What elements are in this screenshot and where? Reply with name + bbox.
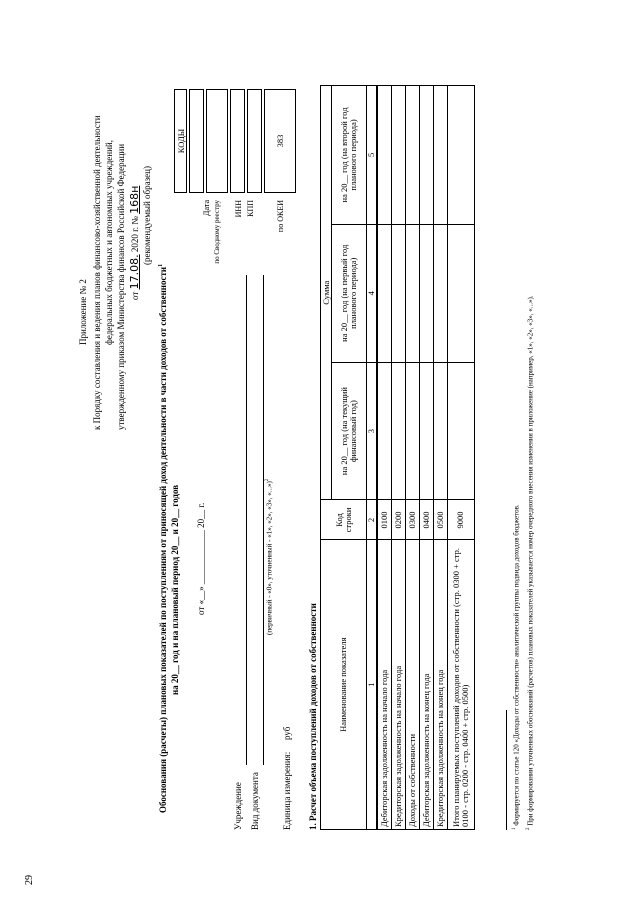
header-line1: к Порядку составления и ведения планов финансово-хозяйственной деятельности (92, 115, 102, 430)
title-footnote-mark: 1 (158, 263, 164, 267)
appendix-label: Приложение № 2 (78, 279, 88, 345)
row-name: Кредиторская задолженность на конец года (433, 540, 447, 830)
header-year3: на 20__ год (на второй год планового периода) (332, 86, 367, 225)
row-code: 0500 (433, 500, 447, 540)
row-value-year1 (405, 362, 419, 500)
title-period: на 20__ год и на плановый период 20__ и 20__ годов (170, 484, 180, 695)
date-prefix: от (130, 291, 140, 300)
row-name: Кредиторская задолженность на начало года (391, 540, 405, 830)
code-cell-kpp (247, 89, 262, 193)
table-row (419, 86, 433, 830)
header-name: Наименование показателя (321, 540, 367, 830)
recommended-sample: (рекомендуемый образец) (142, 166, 152, 265)
code-cell-okei: 383 (264, 89, 296, 193)
handwritten-date: 17.08. (128, 254, 141, 290)
row-name: Дебиторская задолженность на конец года (419, 540, 433, 830)
footnote-1 (512, 504, 520, 830)
header-year1: на 20__ год (на текущий финансовый год) (332, 362, 367, 500)
code-cell-registry (206, 89, 228, 193)
header-date (128, 186, 141, 300)
row-value-year3 (377, 86, 392, 225)
code-label-kpp: КПП (246, 200, 255, 217)
order-number: 168н (128, 185, 141, 214)
unit-label: Единица измерения: (282, 751, 292, 830)
income-table (320, 85, 475, 830)
unit-value: руб (282, 726, 292, 740)
doc-type-hint (265, 479, 273, 635)
institution-label: Учреждение (233, 782, 243, 830)
code-cell-date (189, 89, 204, 193)
row-value-year1 (391, 362, 405, 500)
row-code: 0200 (391, 500, 405, 540)
table-row (405, 86, 419, 830)
row-value-year3 (447, 86, 474, 225)
row-value-year2 (377, 224, 392, 362)
footnote-separator (506, 710, 507, 830)
footnote-2-text: При формировании уточненных обоснований (расчетов) плановых показателей указывается номер очередного внесения изменения в приложение (например, «1», «2», «3», «...»). (526, 295, 535, 826)
row-value-year3 (433, 86, 447, 225)
codes-box (172, 87, 298, 195)
date-year: 2020 г. № (130, 216, 140, 253)
row-value-year2 (447, 224, 474, 362)
row-code: 0400 (419, 500, 433, 540)
row-value-year2 (419, 224, 433, 362)
code-label-inn: ИНН (234, 200, 243, 218)
table-row (447, 86, 474, 830)
footnote-2 (526, 295, 534, 830)
table-row (391, 86, 405, 830)
institution-line (246, 275, 247, 765)
footnote-2-mark: 2 (526, 827, 531, 830)
row-value-year3 (405, 86, 419, 225)
doc-type-footnote-mark: 2 (265, 478, 270, 482)
header-code: Код строки (321, 500, 367, 540)
title-line1: Обоснования (расчеты) плановых показателей по поступлениям от приносящей доход деятельности в части доходов от собственности (158, 266, 168, 813)
row-value-year1 (433, 362, 447, 500)
row-value-year1 (419, 362, 433, 500)
title-date-line: от «__» ____________ 20__ г. (196, 502, 206, 615)
row-name: Итого планируемых поступлений доходов от собственности (стр. 0300 + стр. 0100 - стр. 0200 - стр. 0400 + стр. 0500) (447, 540, 474, 830)
footnote-1-text: Формируется по статье 120 «Доходы от собственности» аналитической группы подвида доходов бюджетов. (512, 504, 521, 826)
row-code: 0100 (377, 500, 392, 540)
doc-type-hint-text: (первичный - «0», уточненный - «1», «2», «3», «...») (265, 481, 274, 635)
row-name: Доходы от собственности (405, 540, 419, 830)
code-label-registry: по Сводному реестру (213, 200, 221, 264)
row-code: 9000 (447, 500, 474, 540)
row-value-year3 (419, 86, 433, 225)
doc-type-line (263, 275, 264, 765)
footnote-1-mark: 1 (512, 827, 517, 830)
doc-type-label: Вид документа (250, 772, 260, 830)
col-number-1: 1 (367, 540, 377, 830)
codes-header: КОДЫ (174, 89, 187, 193)
table-row (433, 86, 447, 830)
col-number-3: 3 (367, 362, 377, 500)
col-number-5: 5 (367, 86, 377, 225)
section1-title: 1. Расчет объема поступлений доходов от собственности (308, 603, 318, 830)
header-sum: Сумма (321, 86, 332, 500)
row-code: 0300 (405, 500, 419, 540)
header-line2: федеральных бюджетных и автономных учреждений, (104, 140, 114, 345)
document-title (158, 264, 168, 813)
row-value-year1 (377, 362, 392, 500)
row-name: Дебиторская задолженность на начало года (377, 540, 392, 830)
row-value-year2 (433, 224, 447, 362)
col-number-2: 2 (367, 500, 377, 540)
code-cell-inn (230, 89, 245, 193)
row-value-year2 (391, 224, 405, 362)
col-number-4: 4 (367, 224, 377, 362)
row-value-year1 (447, 362, 474, 500)
table-row (377, 86, 392, 830)
header-year2: на 20__ год (на первый год планового периода) (332, 224, 367, 362)
code-label-date: Дата (202, 200, 211, 216)
header-line3: утвержденному приказом Министерства финансов Российской Федерации (116, 143, 126, 430)
row-value-year2 (405, 224, 419, 362)
page-number: 29 (24, 875, 35, 885)
code-label-okei: по ОКЕИ (276, 200, 285, 233)
row-value-year3 (391, 86, 405, 225)
